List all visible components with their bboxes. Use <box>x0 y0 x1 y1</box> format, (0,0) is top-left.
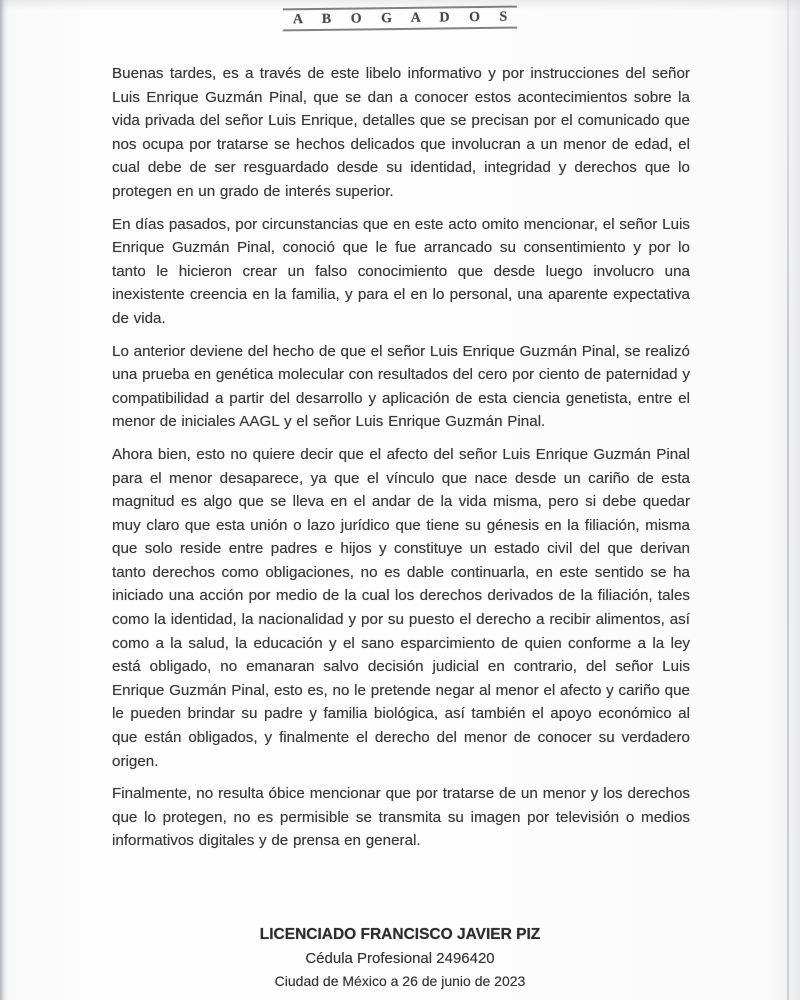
letterhead-abogados-text: A B O G A D O S <box>283 6 518 32</box>
signature-block <box>111 924 689 991</box>
paragraph-dna-test: Lo anterior deviene del hecho de que el señor Luis Enrique Guzmán Pinal, se realizó una prueba en genética molecular con resultados del cero por ciento de paternidad y compatibilidad a partir del desarrollo y aplicación de esta ciencia genetista, entre el menor de iniciales AAGL y el señor Luis Enrique Guzmán Pinal. <box>112 342 690 431</box>
paragraph-closing: Finalmente, no resulta óbice mencionar que por tratarse de un menor y los derechos que lo protegen, no es permisible se transmita su imagen por televisión o medios informativos digitales y de prensa en general. <box>112 785 690 850</box>
letter-body <box>112 62 690 853</box>
letterhead <box>0 7 800 30</box>
paragraph-background: En días pasados, por circunstancias que en este acto omito mencionar, el señor Luis Enrique Guzmán Pinal, conoció que le fue arrancado su consentimiento y por lo tanto le hicieron crear un falso conocimiento que desde luego involucro una inexistente creencia en la familia, y para el en lo personal, una aparente expectativa de vida. <box>112 215 690 327</box>
signature-credential: Cédula Profesional 2496420 <box>305 950 495 967</box>
signature-dateline: Ciudad de México a 26 de junio de 2023 <box>274 973 526 989</box>
paragraph-intro: Buenas tardes, es a través de este libelo informativo y por instrucciones del señor Luis Enrique Guzmán Pinal, que se dan a conocer estos acontecimientos sobre la vida privada del señor Luis Enrique, detalles que se precisan por el comunicado que nos ocupa por tratarse se hechos delicados que involucran a un menor de edad, el cual debe de ser resguardado desde su identidad, integridad y derechos que lo protegen en un grado de interés superior. <box>112 65 690 200</box>
paragraph-legal-action: Ahora bien, esto no quiere decir que el afecto del señor Luis Enrique Guzmán Pinal para el menor desaparece, ya que el vínculo que nace desde un cariño de esta magnitud es algo que se lleva en el andar de la vida misma, pero si debe quedar muy claro que esta unión o lazo jurídico que tiene su génesis en la filiación, misma que solo reside entre padres e hijos y constituye un estado civil del que derivan tanto derechos como obligaciones, no es dable continuarla, en este sentido se ha iniciado una acción por medio de la cual los derechos derivados de la filiación, tales como la identidad, la nacionalidad y por su puesto el derecho a recibir alimentos, así como a la salud, la educación y el sano esparcimiento de quien conforme a la ley está obligado, no emanaran salvo decisión judicial en contrario, del señor Luis Enrique Guzmán Pinal, esto es, no le pretende negar al menor el afecto y cariño que le pueden brindar su padre y familia biológica, así también el apoyo económico al que están obligados, y finalmente el derecho del menor de conocer su verdadero origen. <box>112 445 690 770</box>
signature-name: LICENCIADO FRANCISCO JAVIER PIZ <box>259 926 541 943</box>
photo-left-edge <box>0 0 5 1000</box>
photo-right-edge <box>787 0 789 1000</box>
